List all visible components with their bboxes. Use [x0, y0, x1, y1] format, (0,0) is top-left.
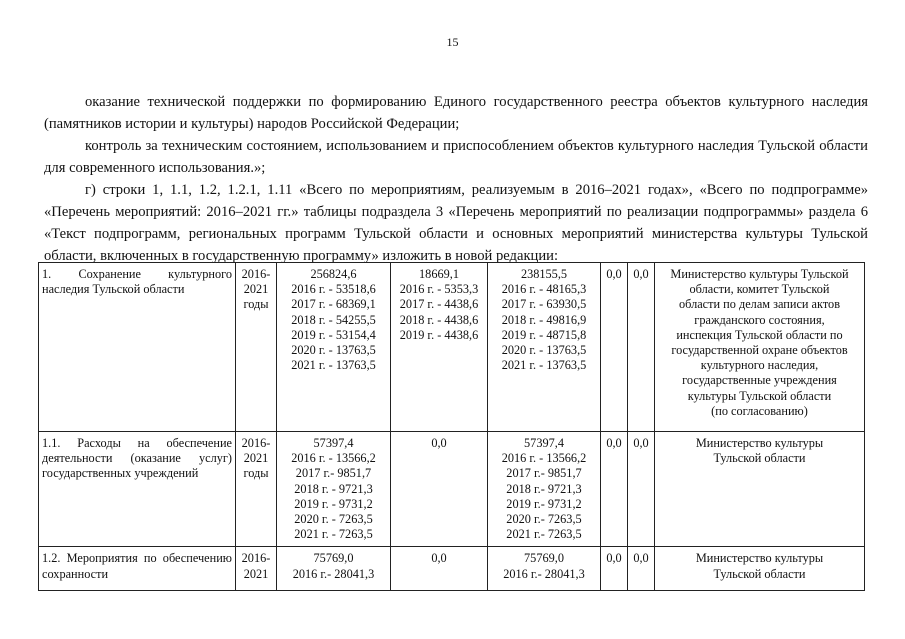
- total-funding-cell-line: 2017 г.- 9851,7: [295, 466, 372, 481]
- period-cell-line: 2021: [243, 566, 269, 581]
- regional-funding-cell-line: 2021 г.- 7263,5: [506, 527, 582, 542]
- responsible-cell-line: Тульской области: [713, 566, 806, 581]
- responsible-cell-line: гражданского состояния,: [694, 312, 825, 327]
- regional-funding-cell-line: 2017 г.- 9851,7: [506, 466, 582, 481]
- responsible-cell-line: области, комитет Тульской: [689, 282, 830, 297]
- regional-funding-cell-line: 2017 г. - 63930,5: [501, 297, 587, 312]
- responsible-cell-line: культурного наследия,: [700, 358, 819, 373]
- period-cell-line: 2016-: [241, 436, 271, 450]
- period-cell: [236, 547, 277, 591]
- federal-funding-cell-line: 0,0: [431, 551, 447, 566]
- total-funding-cell-line: 2016 г.- 28041,3: [292, 566, 375, 581]
- regional-funding-cell-line: 2019 г.- 9731,2: [506, 496, 582, 511]
- responsible-cell-line: Министерство культуры: [695, 436, 824, 450]
- federal-funding-cell-line: 0,0: [431, 436, 447, 450]
- local-funding-cell: 0,0: [601, 432, 628, 547]
- responsible-cell-line: культуры Тульской области: [687, 388, 832, 403]
- table-row: [39, 547, 865, 591]
- total-funding-cell-line: 2021 г. - 7263,5: [294, 527, 373, 542]
- other-funding-cell: 0,0: [628, 263, 655, 432]
- federal-funding-cell-line: 18669,1: [419, 267, 459, 281]
- measure-name-cell: 1.2. Мероприятия по обеспечению сохранности: [39, 547, 236, 591]
- other-funding-cell: 0,0: [628, 547, 655, 591]
- responsible-cell: [655, 547, 865, 591]
- total-funding-cell-line: 2016 г. - 53518,6: [291, 282, 376, 297]
- local-funding-cell: 0,0: [601, 263, 628, 432]
- regional-funding-cell: [488, 263, 601, 432]
- federal-funding-cell-line: 2016 г. - 5353,3: [399, 282, 479, 297]
- total-funding-cell-line: 2021 г. - 13763,5: [291, 358, 376, 373]
- regional-funding-cell-line: 57397,4: [524, 436, 564, 450]
- federal-funding-cell: [391, 263, 488, 432]
- responsible-cell-line: области по делам записи актов: [678, 297, 840, 312]
- federal-funding-cell-line: 2018 г. - 4438,6: [399, 312, 479, 327]
- measure-name-cell: 1.1. Расходы на обеспечение деятельности (оказание услуг) государственных учреждений: [39, 432, 236, 547]
- responsible-cell: [655, 432, 865, 547]
- body-text: [44, 91, 868, 267]
- total-funding-cell-line: 2020 г. - 7263,5: [294, 512, 373, 527]
- local-funding-cell: 0,0: [601, 547, 628, 591]
- total-funding-cell-line: 2019 г. - 53154,4: [291, 327, 376, 342]
- period-cell-line: годы: [243, 297, 269, 312]
- period-cell: [236, 432, 277, 547]
- federal-funding-cell: [391, 547, 488, 591]
- measures-table: [38, 262, 865, 591]
- total-funding-cell-line: 2019 г. - 9731,2: [294, 496, 373, 511]
- regional-funding-cell: [488, 547, 601, 591]
- total-funding-cell-line: 2017 г. - 68369,1: [291, 297, 376, 312]
- page-number: 15: [446, 35, 459, 49]
- responsible-cell-line: (по согласованию): [711, 403, 808, 418]
- total-funding-cell-line: 2018 г. - 54255,5: [291, 312, 376, 327]
- period-cell: [236, 263, 277, 432]
- measure-name-cell: 1. Сохранение культурного наследия Тульской области: [39, 263, 236, 432]
- table-row: [39, 263, 865, 432]
- federal-funding-cell-line: 2019 г. - 4438,6: [399, 327, 479, 342]
- regional-funding-cell: [488, 432, 601, 547]
- paragraph: оказание технической поддержки по формированию Единого государственного реестра объектов культурного наследия (памятников истории и культуры) народов Российской Федерации;: [44, 94, 868, 132]
- paragraph: г) строки 1, 1.1, 1.2, 1.2.1, 1.11 «Всего по мероприятиям, реализуемым в 2016–2021 годах», «Всего по подпрограмме» «Перечень мероприятий: 2016–2021 гг.» таблицы подраздела 3 «Перечень мероприятий по реализации подпрограммы» раздела 6 «Текст подпрограмм, региональных программ Тульской области и основных мероприятий министерства культуры Тульской области, включенных в государственную программу» изложить в новой редакции:: [44, 182, 868, 264]
- regional-funding-cell-line: 2016 г.- 28041,3: [503, 566, 585, 581]
- total-funding-cell-line: 256824,6: [310, 267, 357, 281]
- regional-funding-cell-line: 2020 г.- 7263,5: [506, 512, 582, 527]
- period-cell-line: годы: [243, 466, 269, 481]
- responsible-cell-line: инспекция Тульской области по: [676, 327, 843, 342]
- regional-funding-cell-line: 2019 г. - 48715,8: [501, 327, 587, 342]
- regional-funding-cell-line: 238155,5: [520, 267, 568, 281]
- period-cell-line: 2021: [243, 282, 269, 297]
- regional-funding-cell-line: 2016 г. - 13566,2: [501, 451, 587, 466]
- period-cell-line: 2021: [243, 451, 269, 466]
- total-funding-cell: [277, 263, 391, 432]
- regional-funding-cell-line: 2018 г. - 49816,9: [501, 312, 587, 327]
- total-funding-cell-line: 75769,0: [313, 551, 354, 566]
- total-funding-cell-line: 2018 г. - 9721,3: [294, 481, 373, 496]
- federal-funding-cell-line: 2017 г. - 4438,6: [399, 297, 479, 312]
- responsible-cell-line: государственной охране объектов: [671, 343, 848, 358]
- total-funding-cell-line: 2016 г. - 13566,2: [291, 451, 376, 466]
- responsible-cell-line: Министерство культуры: [695, 551, 824, 566]
- regional-funding-cell-line: 2021 г. - 13763,5: [501, 358, 587, 373]
- regional-funding-cell-line: 75769,0: [524, 551, 564, 566]
- regional-funding-cell-line: 2018 г.- 9721,3: [506, 481, 582, 496]
- total-funding-cell-line: 57397,4: [313, 436, 354, 450]
- regional-funding-cell-line: 2020 г. - 13763,5: [501, 343, 587, 358]
- period-cell-line: 2016-: [241, 267, 271, 281]
- responsible-cell: [655, 263, 865, 432]
- responsible-cell-line: Тульской области: [713, 451, 806, 466]
- regional-funding-cell-line: 2016 г. - 48165,3: [501, 282, 587, 297]
- paragraph: контроль за техническим состоянием, использованием и приспособлением объектов культурного наследия Тульской области для современного использования.»;: [44, 138, 868, 176]
- total-funding-cell: [277, 432, 391, 547]
- total-funding-cell-line: 2020 г. - 13763,5: [291, 343, 376, 358]
- total-funding-cell: [277, 547, 391, 591]
- federal-funding-cell: [391, 432, 488, 547]
- responsible-cell-line: Министерство культуры Тульской: [670, 267, 849, 281]
- other-funding-cell: 0,0: [628, 432, 655, 547]
- table-row: [39, 432, 865, 547]
- responsible-cell-line: государственные учреждения: [682, 373, 837, 388]
- period-cell-line: 2016-: [241, 551, 271, 566]
